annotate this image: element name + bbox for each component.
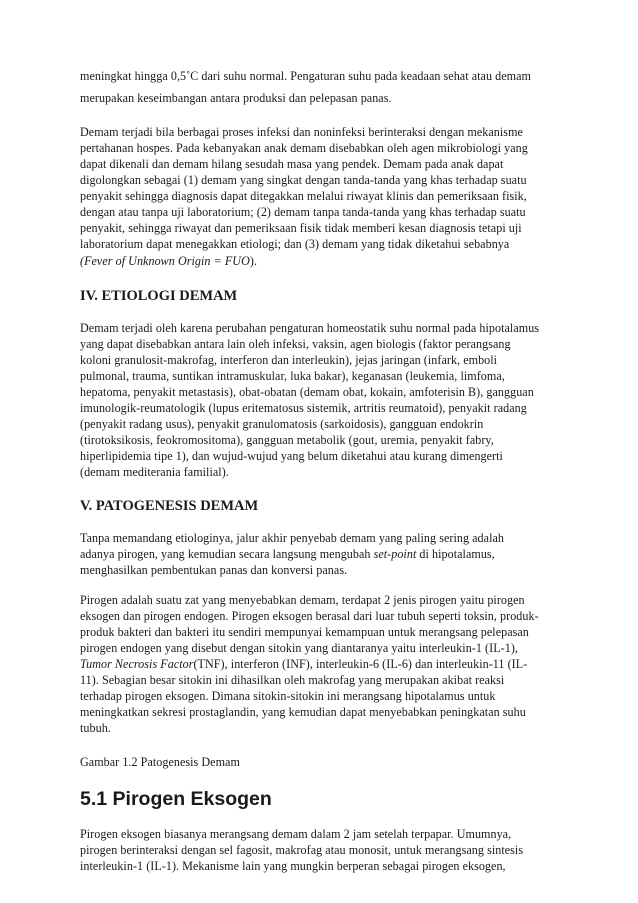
section-heading-patogenesis: V. PATOGENESIS DEMAM [80,498,259,514]
text-line: (tirotoksikosis, feokromositoma), gangguan metabolik (gout, uremia, penyakit fabry, [80,433,494,447]
text-line: digolongkan sebagai (1) demam yang singkat dengan tanda-tanda yang khas terhadap suatu [80,173,527,187]
text-line: yang dapat disebabkan antara lain oleh infeksi, vaksin, agen biologis (faktor perangsang [80,337,511,351]
text-line: pirogen endogen yang disebut dengan sitokin yang diantaranya yaitu interleukin-1 (IL-1), [80,641,518,655]
section-heading-etiologi: IV. ETIOLOGI DEMAM [80,288,238,304]
text-line [80,656,527,672]
text-line: laboratorium dapat menegakkan etiologi; dan (3) demam yang tidak diketahui sebabnya [80,237,510,251]
text-line: interleukin-1 (IL-1). Mekanisme lain yang mungkin berperan sebagai pirogen eksogen, [80,859,506,873]
text-line: menghasilkan pembentukan panas dan konversi panas. [80,563,348,577]
section-heading-pirogen-eksogen: 5.1 Pirogen Eksogen [80,788,272,810]
text-line [80,546,495,562]
text-line: penyakit sehingga diagnosis dapat ditegakkan melalui riwayat klinis dan pemeriksaan fisik, [80,189,527,203]
text-fragment: di hipotalamus, [416,547,495,561]
text-line: eksogen dan pirogen endogen. Pirogen eksogen berasal dari luar tubuh seperti toksin, produk- [80,609,539,623]
text-line: Tanpa memandang etiologinya, jalur akhir penyebab demam yang paling sering adalah [80,531,504,545]
text-line: dapat dikenali dan demam hilang sesudah masa yang pendek. Demam pada anak dapat [80,157,504,171]
text-line: produk bakteri dan bakteri itu sendiri mempunyai kemampuan untuk merangsang pelepasan [80,625,529,639]
text-line: Demam terjadi bila berbagai proses infeksi dan noninfeksi berinteraksi dengan mekanisme [80,125,523,139]
text-line [80,253,257,269]
tnf-term: Tumor Necrosis Factor [80,657,194,671]
text-line: pertahanan hospes. Pada kebanyakan anak demam disebabkan oleh agen mikrobiologi yang [80,141,528,155]
text-line: meningkatkan sekresi prostaglandin, yang kemudian dapat menyebabkan peningkatan suhu [80,705,526,719]
text-line: pulmonal, trauma, suntikan intramuskular, luka bakar), keganasan (leukemia, limfoma, [80,369,505,383]
text-line: Pirogen adalah suatu zat yang menyebabkan demam, terdapat 2 jenis pirogen yaitu pirogen [80,593,525,607]
text-line: (demam mediterania familial). [80,465,229,479]
text-line: merupakan keseimbangan antara produksi dan pelepasan panas. [80,91,392,105]
text-line: hiperlipidemia tipe 1), dan wujud-wujud yang belum diketahui atau kurang dimengerti [80,449,503,463]
text-line: penyakit, sehingga riwayat dan pemeriksaan fisik tidak memberi kesan diagnosis tetapi uji [80,221,522,235]
figure-caption: Gambar 1.2 Patogenesis Demam [80,755,240,769]
text-line: terhadap pirogen eksogen. Dimana sitokin-sitokin ini merangsang hipotalamus untuk [80,689,496,703]
text-line: koloni granulosit-makrofag, interferon dan interleukin), jejas jaringan (infark, emboli [80,353,498,367]
text-line: dengan atau tanpa uji laboratorium; (2) demam tanpa tanda-tanda yang khas terhadap suatu [80,205,526,219]
text-line: hepatoma, penyakit metastasis), obat-obatan (demam obat, kokain, amfoterisin B), gangguan [80,385,534,399]
text-fragment: ). [249,254,258,268]
text-line: Demam terjadi oleh karena perubahan pengaturan homeostatik suhu normal pada hipotalamus [80,321,540,335]
set-point-term: set-point [373,547,417,561]
text-line: Pirogen eksogen biasanya merangsang demam dalam 2 jam setelah terpapar. Umumnya, [80,827,512,841]
text-line: tubuh. [80,721,111,735]
text-fragment: (TNF), interferon (INF), interleukin-6 (IL-6) dan interleukin-11 (IL- [193,657,528,671]
text-fragment: adanya pirogen, yang kemudian secara langsung mengubah [80,547,374,561]
text-line: imunologik-reumatologik (lupus eritematosus sistemik, artritis reumatoid), penyakit radang [80,401,527,415]
text-line: (penyakit radang usus), penyakit granulomatosis (sarkoidosis), gangguan endokrin [80,417,484,431]
text-line: pirogen berinteraksi dengan sel fagosit, makrofag atau monosit, untuk merangsang sintesis [80,843,524,857]
text-line: 11). Sebagian besar sitokin ini dihasilkan oleh makrofag yang merupakan akibat reaksi [80,673,505,687]
text-line: meningkat hingga 0,5˚C dari suhu normal. Pengaturan suhu pada keadaan sehat atau demam [80,69,531,83]
fuo-term: (Fever of Unknown Origin = FUO [80,254,250,268]
